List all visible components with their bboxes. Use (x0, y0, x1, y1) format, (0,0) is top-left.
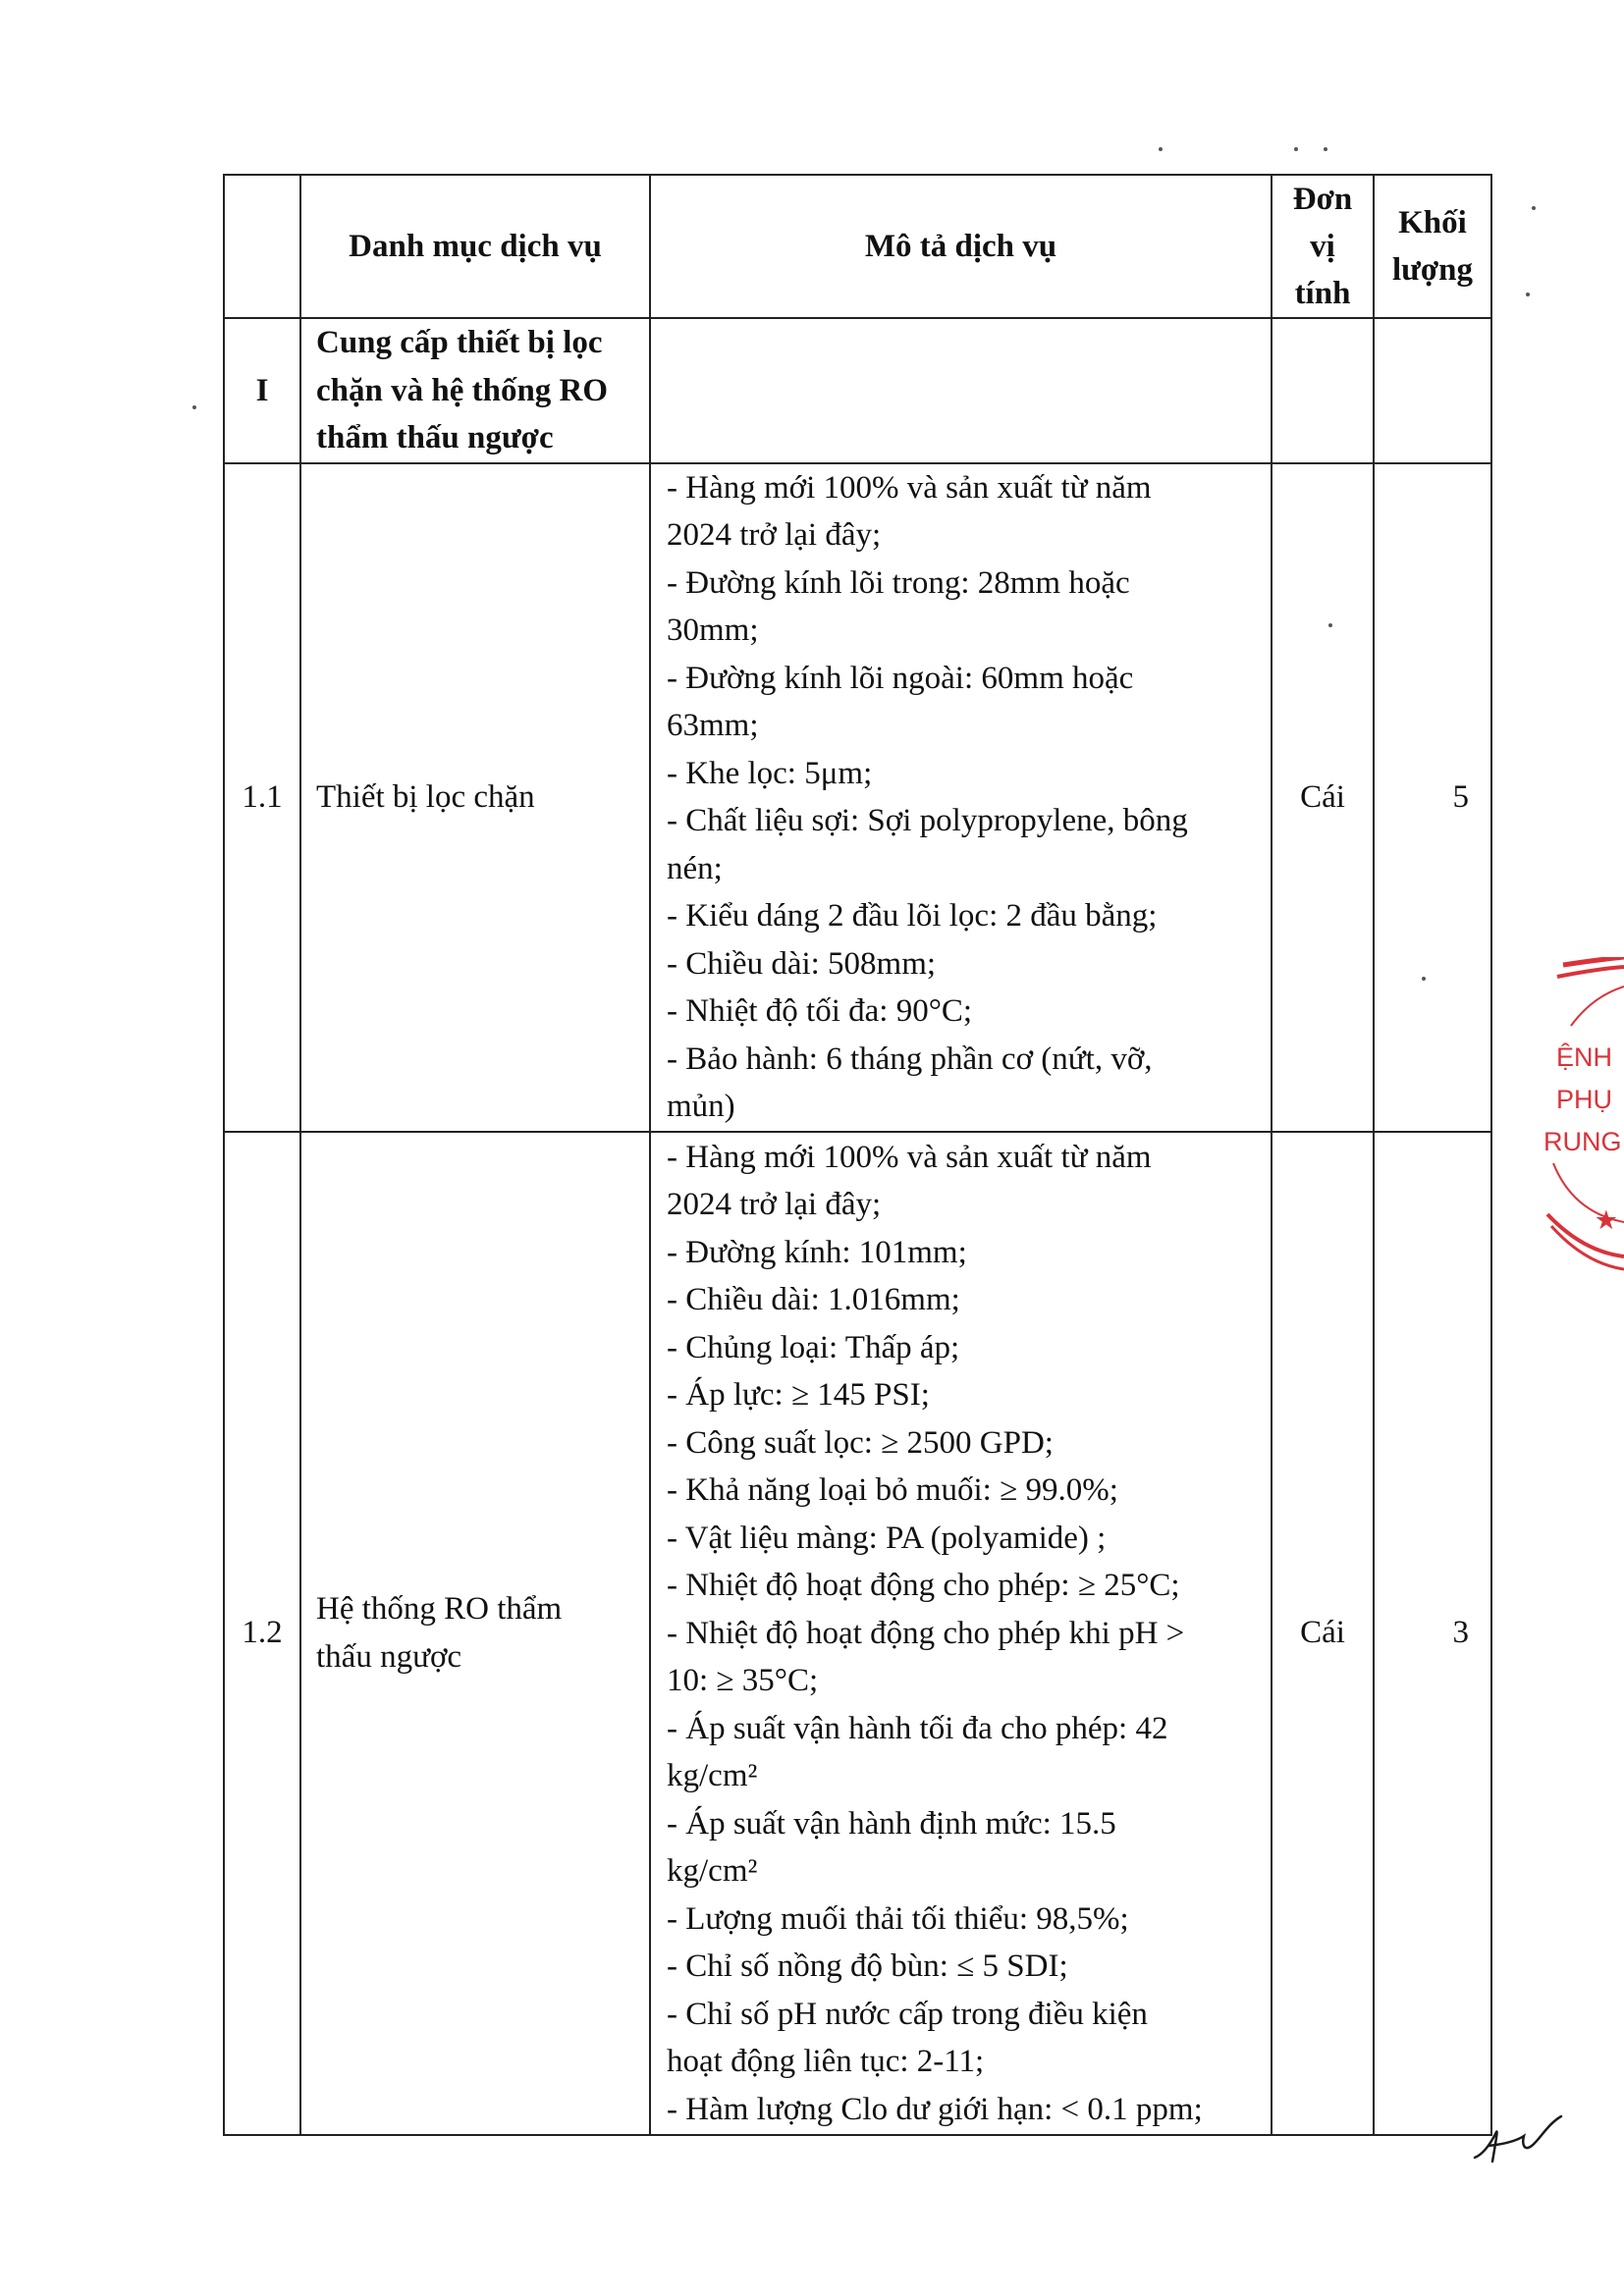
text-line: 63mm; (667, 708, 759, 743)
stamp-text-line: RUNG (1543, 1127, 1622, 1156)
text-line: - Đường kính lõi ngoài: 60mm hoặc (667, 660, 1134, 696)
text-line: - Đường kính lõi trong: 28mm hoặc (667, 564, 1130, 601)
text-line: 10: ≥ 35°C; (667, 1663, 819, 1698)
text-line: - Chỉ số nồng độ bùn: ≤ 5 SDI; (667, 1949, 1068, 1984)
stamp-text-line: ỆNH (1555, 1042, 1612, 1072)
text-line: - Đường kính: 101mm; (667, 1234, 967, 1270)
text-line: - Nhiệt độ hoạt động cho phép: ≥ 25°C; (667, 1568, 1180, 1603)
scan-speck (1324, 147, 1327, 151)
header-unit (1272, 175, 1374, 318)
text-line: - Công suất lọc: ≥ 2500 GPD; (667, 1424, 1054, 1461)
text-line: - Khe lọc: 5μm; (667, 755, 873, 791)
scan-speck (1422, 977, 1426, 981)
header-service-description: Mô tả dịch vụ (650, 175, 1272, 318)
text-line: - Hàm lượng Clo dư giới hạn: < 0.1 ppm; (667, 2091, 1203, 2127)
text-line: - Bảo hành: 6 tháng phần cơ (nứt, vỡ, (667, 1041, 1153, 1077)
row-no: 1.1 (224, 463, 300, 1132)
text-line: - Chỉ số pH nước cấp trong điều kiện (667, 1996, 1148, 2032)
header-no (224, 175, 300, 318)
text-line: - Lượng muối thải tối thiểu: 98,5%; (667, 1900, 1129, 1937)
row-description (650, 1132, 1272, 2135)
row-no: 1.2 (224, 1132, 300, 2135)
scan-speck (1159, 147, 1163, 151)
stamp-star-icon: ★ (1594, 1205, 1618, 1235)
text-line: chặn và hệ thống RO (316, 372, 609, 408)
scan-speck (1532, 206, 1536, 210)
scan-speck (1328, 623, 1332, 627)
table-row (224, 463, 1491, 1132)
text-line: hoạt động liên tục: 2-11; (667, 2044, 985, 2079)
text-line: - Áp suất vận hành định mức: 15.5 (667, 1805, 1116, 1842)
handwritten-initials-icon (1467, 2110, 1575, 2174)
row-unit: Cái (1272, 463, 1374, 1132)
text-line: - Hàng mới 100% và sản xuất từ năm (667, 1139, 1152, 1175)
row-service-name (300, 463, 650, 1132)
text-line: - Nhiệt độ hoạt động cho phép khi pH > (667, 1615, 1185, 1651)
scan-speck (192, 405, 196, 409)
row-description (650, 463, 1272, 1132)
table-header-row (224, 175, 1491, 318)
text-line: Hệ thống RO thẩm (316, 1591, 563, 1627)
scan-speck (1526, 293, 1530, 296)
scan-speck (1294, 147, 1298, 151)
text-line: vị (1310, 229, 1335, 264)
text-line: Khối (1398, 205, 1467, 240)
text-line: 2024 trở lại đây; (667, 1187, 882, 1222)
text-line: - Áp lực: ≥ 145 PSI; (667, 1377, 930, 1413)
text-line: - Chiều dài: 508mm; (667, 945, 937, 982)
text-line: - Chất liệu sợi: Sợi polypropylene, bông (667, 803, 1188, 838)
text-line: 2024 trở lại đây; (667, 517, 882, 553)
text-line: nén; (667, 850, 723, 886)
section-title (300, 318, 650, 463)
section-unit-cell (1272, 318, 1374, 463)
text-line: mủn) (667, 1089, 735, 1124)
stamp-text-line: PHỤ (1555, 1085, 1612, 1114)
text-line: tính (1294, 276, 1351, 311)
section-quantity-cell (1374, 318, 1491, 463)
text-line: kg/cm² (667, 1758, 758, 1793)
service-table (223, 174, 1492, 2136)
row-unit: Cái (1272, 1132, 1374, 2135)
text-line: - Vật liệu màng: PA (polyamide) ; (667, 1520, 1107, 1556)
table-row (224, 1132, 1491, 2135)
text-line: - Chủng loại: Thấp áp; (667, 1329, 960, 1365)
text-line: Cung cấp thiết bị lọc (316, 325, 603, 360)
text-line: - Hàng mới 100% và sản xuất từ năm (667, 469, 1152, 506)
text-line: kg/cm² (667, 1853, 758, 1889)
section-description-cell (650, 318, 1272, 463)
text-line: - Nhiệt độ tối đa: 90°C; (667, 993, 973, 1029)
header-quantity (1374, 175, 1491, 318)
text-line: - Áp suất vận hành tối đa cho phép: 42 (667, 1710, 1168, 1746)
text-line: Đơn (1292, 182, 1353, 217)
text-line: lượng (1391, 252, 1474, 288)
text-line: thẩm thấu ngược (316, 420, 554, 455)
text-line: - Chiều dài: 1.016mm; (667, 1282, 960, 1317)
section-no: I (224, 318, 300, 463)
row-quantity: 5 (1374, 463, 1491, 1132)
text-line: thấu ngược (316, 1638, 462, 1675)
row-quantity: 3 (1374, 1132, 1491, 2135)
text-line: - Kiểu dáng 2 đầu lõi lọc: 2 đầu bằng; (667, 898, 1158, 934)
text-line: 30mm; (667, 613, 759, 648)
header-service-category: Danh mục dịch vụ (300, 175, 650, 318)
text-line: Thiết bị lọc chặn (316, 778, 535, 815)
section-row (224, 318, 1491, 463)
text-line: - Khả năng loại bỏ muối: ≥ 99.0%; (667, 1472, 1118, 1508)
row-service-name (300, 1132, 650, 2135)
